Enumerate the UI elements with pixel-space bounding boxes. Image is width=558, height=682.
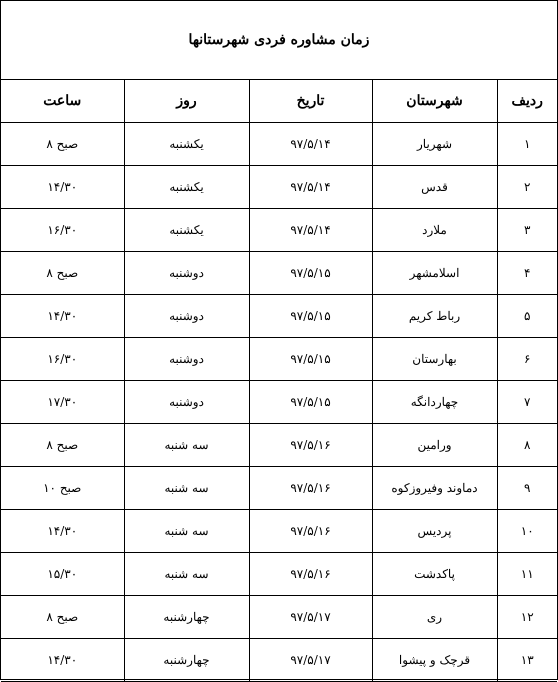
- cell-date: ۹۷/۵/۱۷: [249, 639, 372, 682]
- header-city: شهرستان: [372, 80, 497, 123]
- cell-city: پردیس: [372, 510, 497, 553]
- cell-radif: ۲: [497, 166, 557, 209]
- cell-time: ۱۷/۳۰: [1, 381, 124, 424]
- cell-day: یکشنبه: [124, 123, 249, 166]
- cell-date: ۹۷/۵/۱۵: [249, 338, 372, 381]
- cell-city: پاکدشت: [372, 553, 497, 596]
- table-row: [1, 510, 557, 553]
- cell-time: صبح ۸: [1, 596, 124, 639]
- cell-date: ۹۷/۵/۱۶: [249, 424, 372, 467]
- document-title: زمان مشاوره فردی شهرستانها: [188, 32, 370, 48]
- cell-city: بهارستان: [372, 338, 497, 381]
- cell-radif: ۹: [497, 467, 557, 510]
- cell-radif: ۱۰: [497, 510, 557, 553]
- cell-day: سه شنبه: [124, 553, 249, 596]
- title-row: [1, 1, 557, 80]
- table-row: [1, 209, 557, 252]
- cell-date: ۹۷/۵/۱۴: [249, 123, 372, 166]
- cell-city: چهاردانگه: [372, 381, 497, 424]
- cell-day: دوشنبه: [124, 252, 249, 295]
- table-row: [1, 639, 557, 682]
- schedule-table: [1, 80, 557, 682]
- cell-day: دوشنبه: [124, 295, 249, 338]
- cell-date: ۹۷/۵/۱۴: [249, 166, 372, 209]
- table-row: [1, 338, 557, 381]
- cell-city: قرچک و پیشوا: [372, 639, 497, 682]
- cell-date: ۹۷/۵/۱۶: [249, 467, 372, 510]
- table-row: [1, 295, 557, 338]
- cell-city: دماوند وفیروزکوه: [372, 467, 497, 510]
- table-row: [1, 252, 557, 295]
- cell-radif: ۶: [497, 338, 557, 381]
- header-day: روز: [124, 80, 249, 123]
- cell-radif: ۱۳: [497, 639, 557, 682]
- cell-day: یکشنبه: [124, 166, 249, 209]
- cell-day: چهارشنبه: [124, 639, 249, 682]
- cell-radif: ۸: [497, 424, 557, 467]
- table-row: [1, 553, 557, 596]
- header-date: تاریخ: [249, 80, 372, 123]
- cell-time: صبح ۸: [1, 123, 124, 166]
- table-row: [1, 596, 557, 639]
- cell-day: دوشنبه: [124, 338, 249, 381]
- cell-radif: ۳: [497, 209, 557, 252]
- table-row: [1, 166, 557, 209]
- cell-day: سه شنبه: [124, 424, 249, 467]
- cell-city: شهریار: [372, 123, 497, 166]
- cell-radif: ۱۱: [497, 553, 557, 596]
- cell-date: ۹۷/۵/۱۵: [249, 295, 372, 338]
- cell-day: دوشنبه: [124, 381, 249, 424]
- table-body: [1, 123, 557, 682]
- header-row: [1, 80, 557, 123]
- cell-date: ۹۷/۵/۱۵: [249, 381, 372, 424]
- cell-radif: ۴: [497, 252, 557, 295]
- cell-city: ری: [372, 596, 497, 639]
- cell-time: ۱۴/۳۰: [1, 639, 124, 682]
- table-row: [1, 381, 557, 424]
- cell-city: ورامین: [372, 424, 497, 467]
- cell-date: ۹۷/۵/۱۶: [249, 553, 372, 596]
- header-time: ساعت: [1, 80, 124, 123]
- cell-date: ۹۷/۵/۱۴: [249, 209, 372, 252]
- cell-day: سه شنبه: [124, 467, 249, 510]
- cell-time: صبح ۱۰: [1, 467, 124, 510]
- cell-time: ۱۴/۳۰: [1, 166, 124, 209]
- cell-date: ۹۷/۵/۱۷: [249, 596, 372, 639]
- cell-time: صبح ۸: [1, 252, 124, 295]
- cell-time: صبح ۸: [1, 424, 124, 467]
- cell-radif: ۱: [497, 123, 557, 166]
- cell-city: قدس: [372, 166, 497, 209]
- cell-day: یکشنبه: [124, 209, 249, 252]
- cell-day: چهارشنبه: [124, 596, 249, 639]
- cell-radif: ۵: [497, 295, 557, 338]
- cell-city: ملارد: [372, 209, 497, 252]
- table-row: [1, 424, 557, 467]
- cell-day: سه شنبه: [124, 510, 249, 553]
- cell-city: رباط کریم: [372, 295, 497, 338]
- table-row: [1, 123, 557, 166]
- cell-date: ۹۷/۵/۱۵: [249, 252, 372, 295]
- cell-time: ۱۵/۳۰: [1, 553, 124, 596]
- cell-time: ۱۶/۳۰: [1, 338, 124, 381]
- cell-time: ۱۶/۳۰: [1, 209, 124, 252]
- table-row: [1, 467, 557, 510]
- cell-time: ۱۴/۳۰: [1, 510, 124, 553]
- cell-city: اسلامشهر: [372, 252, 497, 295]
- header-radif: ردیف: [497, 80, 557, 123]
- cell-radif: ۱۲: [497, 596, 557, 639]
- cell-date: ۹۷/۵/۱۶: [249, 510, 372, 553]
- cell-radif: ۷: [497, 381, 557, 424]
- cell-time: ۱۴/۳۰: [1, 295, 124, 338]
